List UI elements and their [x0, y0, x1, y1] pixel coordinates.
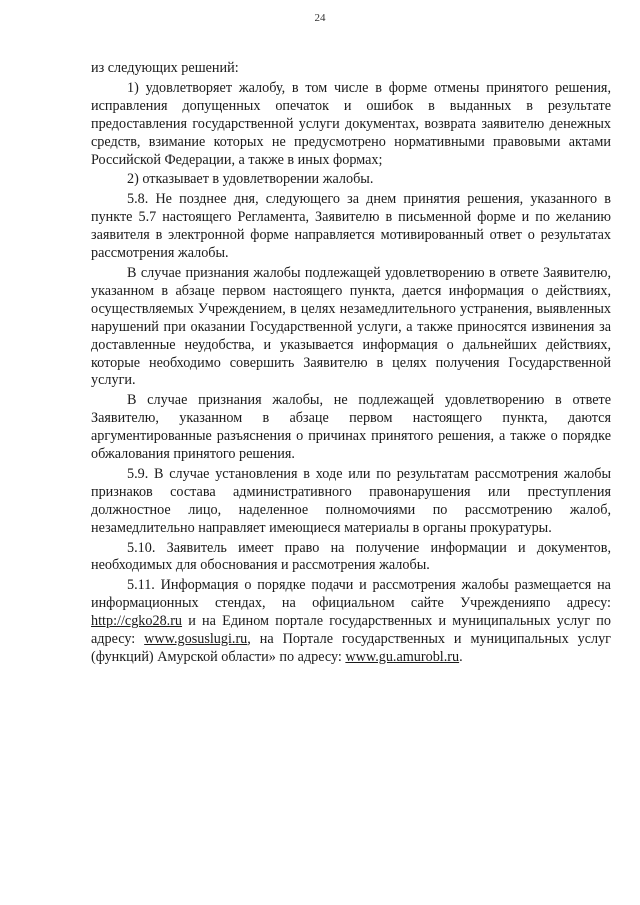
link-cgko28[interactable]: http://cgko28.ru — [91, 613, 183, 630]
paragraph-5-11-text-1: 5.11. Информация о порядке подачи и рассмотрения жалобы размещается на информационных стендах, на официальном сайте Учрежденияпо адресу: — [91, 577, 611, 612]
paragraph-5-8: 5.8. Не позднее дня, следующего за днем принятия решения, указанного в пункте 5.7 настоящего Регламента, Заявителю в письменной форме и по желанию заявителя в электронной форме направляется мотивированный ответ о результатах рассмотрения жалобы. — [91, 191, 611, 262]
paragraph-5-11-text-3: , на Портале государственных и муниципальных услуг (функций) Амурской области» по адресу: — [91, 631, 612, 665]
paragraph-intro: из следующих решений: — [91, 60, 239, 76]
paragraph-decision-1: 1) удовлетворяет жалобу, в том числе в форме отмены принятого решения, исправления допущенных опечаток и ошибок в выданных в результате предоставления государственной услуги документах, возврата заявителю денежных средств, взимание которых не предусмотрено нормативными правовыми актами Российской Федерации, а также в иных формах; — [91, 79, 611, 168]
paragraph-satisfied-case: В случае признания жалобы подлежащей удовлетворению в ответе Заявителю, указанном в абзаце первом настоящего пункта, дается информация о действиях, осуществляемых Учреждением, в целях незамедлительного устранения, выявленных нарушений при оказании Государственной услуги, а также приносятся извинения за доставленные неудобства, и указывается информация о дальнейших действиях, которые необходимо совершить Заявителю в целях получения Государственной услуги. — [91, 264, 611, 389]
paragraph-5-11-text-4: . — [459, 649, 463, 665]
link-gosuslugi[interactable]: www.gosuslugi.ru — [144, 631, 248, 648]
paragraph-5-10: 5.10. Заявитель имеет право на получение информации и документов, необходимых для обоснования и рассмотрения жалобы. — [91, 539, 611, 574]
paragraph-5-11 — [91, 577, 611, 667]
paragraph-decision-2: 2) отказывает в удовлетворении жалобы. — [127, 171, 374, 188]
paragraph-5-9: 5.9. В случае установления в ходе или по результатам рассмотрения жалобы признаков состава административного правонарушения или преступления должностное лицо, наделенное полномочиями по рассмотрению жалоб, незамедлительно направляет имеющиеся материалы в органы прокуратуры. — [91, 465, 611, 536]
document-body — [91, 60, 611, 667]
paragraph-5-11-text-2: и на Едином портале государственных и муниципальных услуг по адресу: — [91, 613, 611, 648]
page-number: 24 — [314, 12, 326, 24]
paragraph-unsatisfied-case: В случае признания жалобы, не подлежащей удовлетворению в ответе Заявителю, указанном в абзаце первом настоящего пункта, даются аргументированные разъяснения о причинах принятого решения, а также о порядке обжалования принятого решения. — [91, 392, 611, 463]
link-gu-amurobl[interactable]: www.gu.amurobl.ru — [345, 649, 460, 665]
